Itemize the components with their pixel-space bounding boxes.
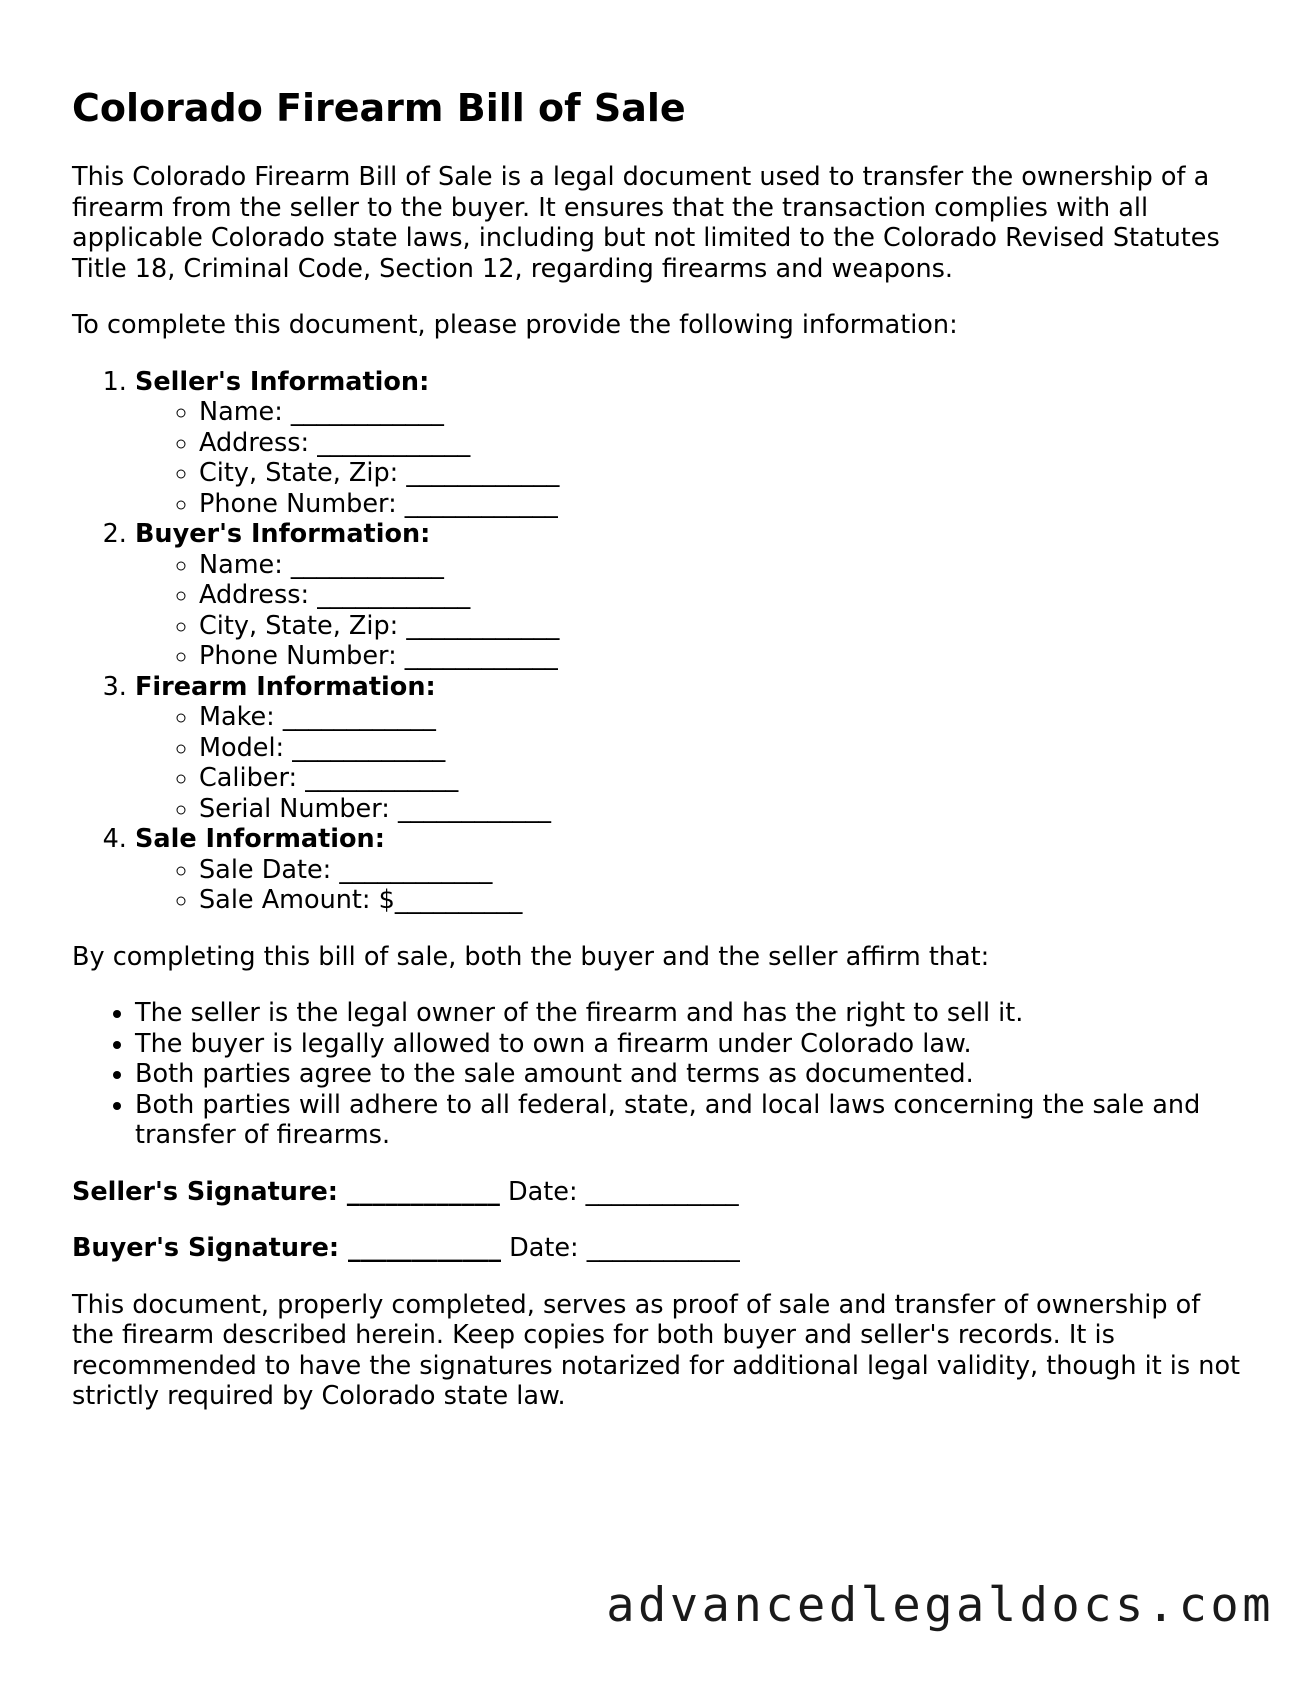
seller-signature-label: Seller's Signature: ____________ <box>72 1176 500 1207</box>
field-seller-name: ◦ Name: ____________ <box>199 397 1242 428</box>
field-seller-address: ◦ Address: ____________ <box>199 428 1242 459</box>
field-firearm-make: ◦ Make: ____________ <box>199 702 1242 733</box>
field-buyer-address: ◦ Address: ____________ <box>199 580 1242 611</box>
section-buyer <box>135 519 1242 672</box>
field-firearm-caliber: ◦ Caliber: ____________ <box>199 763 1242 794</box>
information-sections <box>72 367 1242 916</box>
field-list <box>135 702 1242 824</box>
field-list <box>135 855 1242 916</box>
section-firearm <box>135 672 1242 825</box>
field-sale-date: ◦ Sale Date: ____________ <box>199 855 1242 886</box>
seller-signature-date: Date: ____________ <box>499 1176 739 1207</box>
affirmation-item: • Both parties agree to the sale amount and terms as documented. <box>135 1059 1242 1090</box>
buyer-signature-date: Date: ____________ <box>500 1233 740 1263</box>
section-title: Sale Information: <box>135 824 385 854</box>
field-list <box>135 550 1242 672</box>
field-seller-phone: ◦ Phone Number: ____________ <box>199 489 1242 520</box>
site-watermark: advancedlegaldocs.com <box>606 1578 1274 1633</box>
field-buyer-city-state-zip: ◦ City, State, Zip: ____________ <box>199 611 1242 642</box>
section-title: Seller's Information: <box>135 366 430 397</box>
section-seller <box>135 367 1242 520</box>
field-buyer-phone: ◦ Phone Number: ____________ <box>199 641 1242 672</box>
closing-paragraph: This document, properly completed, serves as proof of sale and transfer of ownership of the firearm described herein. Keep copies for both buyer and seller's records. It is recommended to have the signatures notarized for additional legal validity, though it is not strictly required by Colorado state law. <box>72 1289 1241 1411</box>
field-sale-amount: ◦ Sale Amount: $__________ <box>199 885 1242 916</box>
buyer-signature-label: Buyer's Signature: ____________ <box>72 1233 501 1263</box>
field-firearm-serial: ◦ Serial Number: ____________ <box>199 794 1242 825</box>
field-firearm-model: ◦ Model: ____________ <box>199 733 1242 764</box>
instructions-paragraph: To complete this document, please provide the following information: <box>72 310 958 340</box>
document-title: Colorado Firearm Bill of Sale <box>72 86 686 130</box>
field-buyer-name: ◦ Name: ____________ <box>199 550 1242 581</box>
buyer-signature-line <box>72 1233 1242 1264</box>
affirmation-item: • The buyer is legally allowed to own a firearm under Colorado law. <box>135 1029 1242 1060</box>
section-title: Buyer's Information: <box>135 519 431 549</box>
field-list <box>135 397 1242 519</box>
intro-paragraph: This Colorado Firearm Bill of Sale is a legal document used to transfer the ownership of a firearm from the seller to the buyer. It ensures that the transaction complies with all applicable Colorado state laws, including but not limited to the Colorado Revised Statutes Title 18, Criminal Code, Section 12, regarding firearms and weapons. <box>72 162 1220 284</box>
affirmation-list <box>72 998 1242 1151</box>
affirmation-item: • Both parties will adhere to all federal, state, and local laws concerning the sale and transfer of firearms. <box>135 1090 1242 1151</box>
document-page <box>72 84 1242 1438</box>
section-title: Firearm Information: <box>135 671 436 702</box>
seller-signature-line <box>72 1177 1242 1208</box>
affirmation-item: • The seller is the legal owner of the firearm and has the right to sell it. <box>135 998 1242 1029</box>
affirmation-intro: By completing this bill of sale, both the buyer and the seller affirm that: <box>72 941 990 972</box>
section-sale <box>135 824 1242 916</box>
field-seller-city-state-zip: ◦ City, State, Zip: ____________ <box>199 458 1242 489</box>
